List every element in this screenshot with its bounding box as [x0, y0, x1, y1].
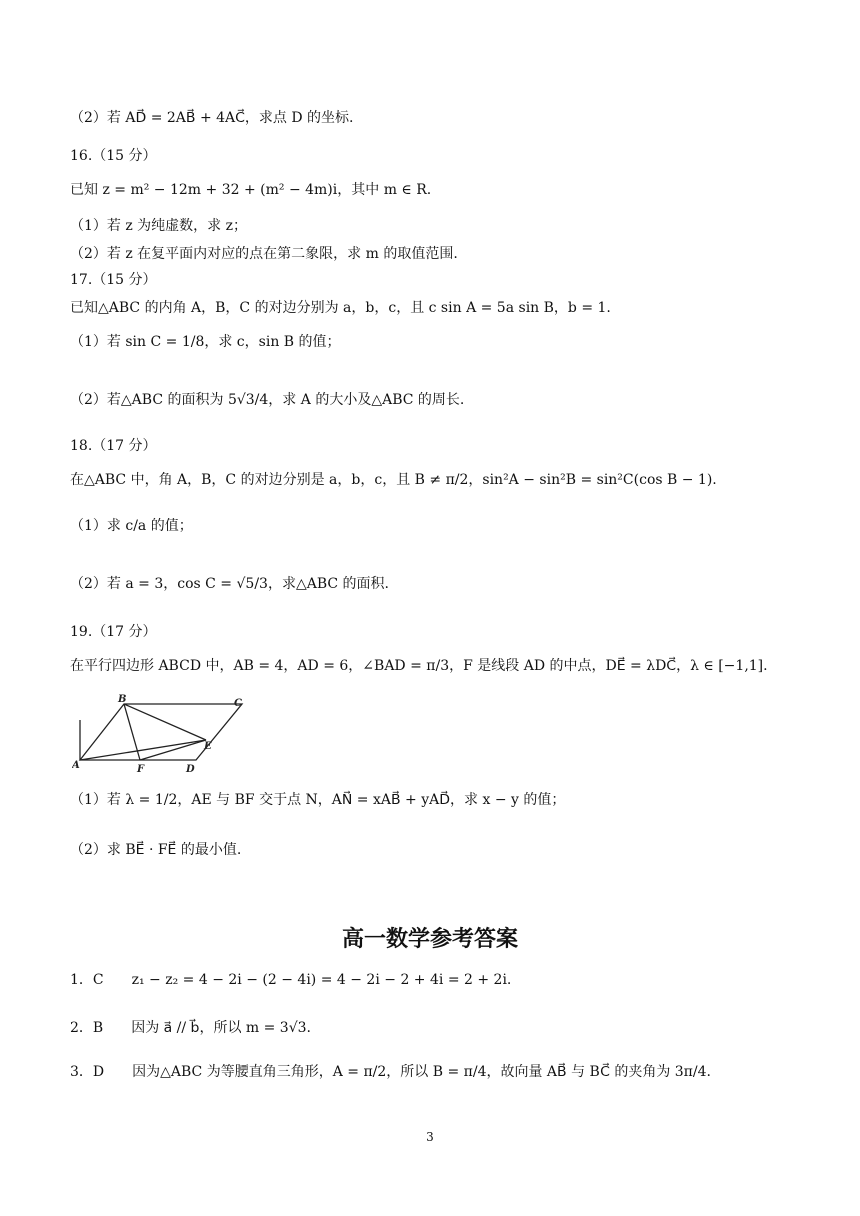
q18-stem: 在△ABC 中，角 A，B，C 的对边分别是 a，b，c，且 B ≠ π/2，sin²A − sin²B = sin²C(cos B − 1).: [70, 472, 717, 488]
q19-part2: （2）求 BE⃗ · FE⃗ 的最小值.: [70, 842, 242, 858]
label-d: D: [186, 764, 195, 775]
segment-ae: [80, 740, 206, 760]
q18-heading: 18.（17 分）: [70, 438, 157, 454]
q17-heading: 17.（15 分）: [70, 272, 157, 288]
q16-heading: 16.（15 分）: [70, 148, 157, 164]
label-a: A: [72, 760, 80, 771]
label-c: C: [234, 698, 242, 709]
q17-part1: （1）若 sin C = 1/8，求 c，sin B 的值；: [70, 334, 341, 350]
answer-3: 3．D 因为△ABC 为等腰直角三角形，A = π/2，所以 B = π/4，故向量 AB⃗ 与 BC⃗ 的夹角为 3π/4.: [70, 1064, 711, 1080]
answers-title: 高一数学参考答案: [341, 927, 518, 952]
q19-stem: 在平行四边形 ABCD 中，AB = 4，AD = 6，∠BAD = π/3，F 是线段 AD 的中点，DE⃗ = λDC⃗，λ ∈ [−1,1].: [70, 658, 768, 674]
segment-fe: [140, 740, 206, 760]
q18-part1: （1）求 c/a 的值；: [70, 518, 193, 534]
q17-part2: （2）若△ABC 的面积为 5√3/4，求 A 的大小及△ABC 的周长.: [70, 392, 465, 408]
answer-2: 2．B 因为 a⃗ // b⃗，所以 m = 3√3.: [70, 1020, 311, 1036]
label-e: E: [204, 741, 212, 752]
label-b: B: [118, 694, 127, 705]
q16-part2: （2）若 z 在复平面内对应的点在第二象限，求 m 的取值范围.: [70, 246, 458, 262]
label-f: F: [137, 764, 145, 775]
answer-1: 1．C z₁ − z₂ = 4 − 2i − (2 − 4i) = 4 − 2i − 2 + 4i = 2 + 2i.: [70, 972, 512, 988]
q16-part1: （1）若 z 为纯虚数，求 z；: [70, 218, 248, 234]
parallelogram-figure: [72, 690, 252, 778]
q15-part2: （2）若 AD⃗ = 2AB⃗ + 4AC⃗，求点 D 的坐标.: [70, 110, 354, 126]
q16-stem: 已知 z = m² − 12m + 32 + (m² − 4m)i，其中 m ∈ R.: [70, 182, 432, 198]
segment-be: [124, 704, 206, 740]
q18-part2: （2）若 a = 3，cos C = √5/3，求△ABC 的面积.: [70, 576, 389, 592]
page-number: 3: [426, 1130, 434, 1144]
q17-stem: 已知△ABC 的内角 A，B，C 的对边分别为 a，b，c，且 c sin A = 5a sin B，b = 1.: [70, 300, 611, 316]
parallelogram-outline: [80, 704, 242, 760]
q19-part1: （1）若 λ = 1/2，AE 与 BF 交于点 N，AN⃗ = xAB⃗ + yAD⃗，求 x − y 的值；: [70, 792, 566, 808]
q19-heading: 19.（17 分）: [70, 624, 157, 640]
